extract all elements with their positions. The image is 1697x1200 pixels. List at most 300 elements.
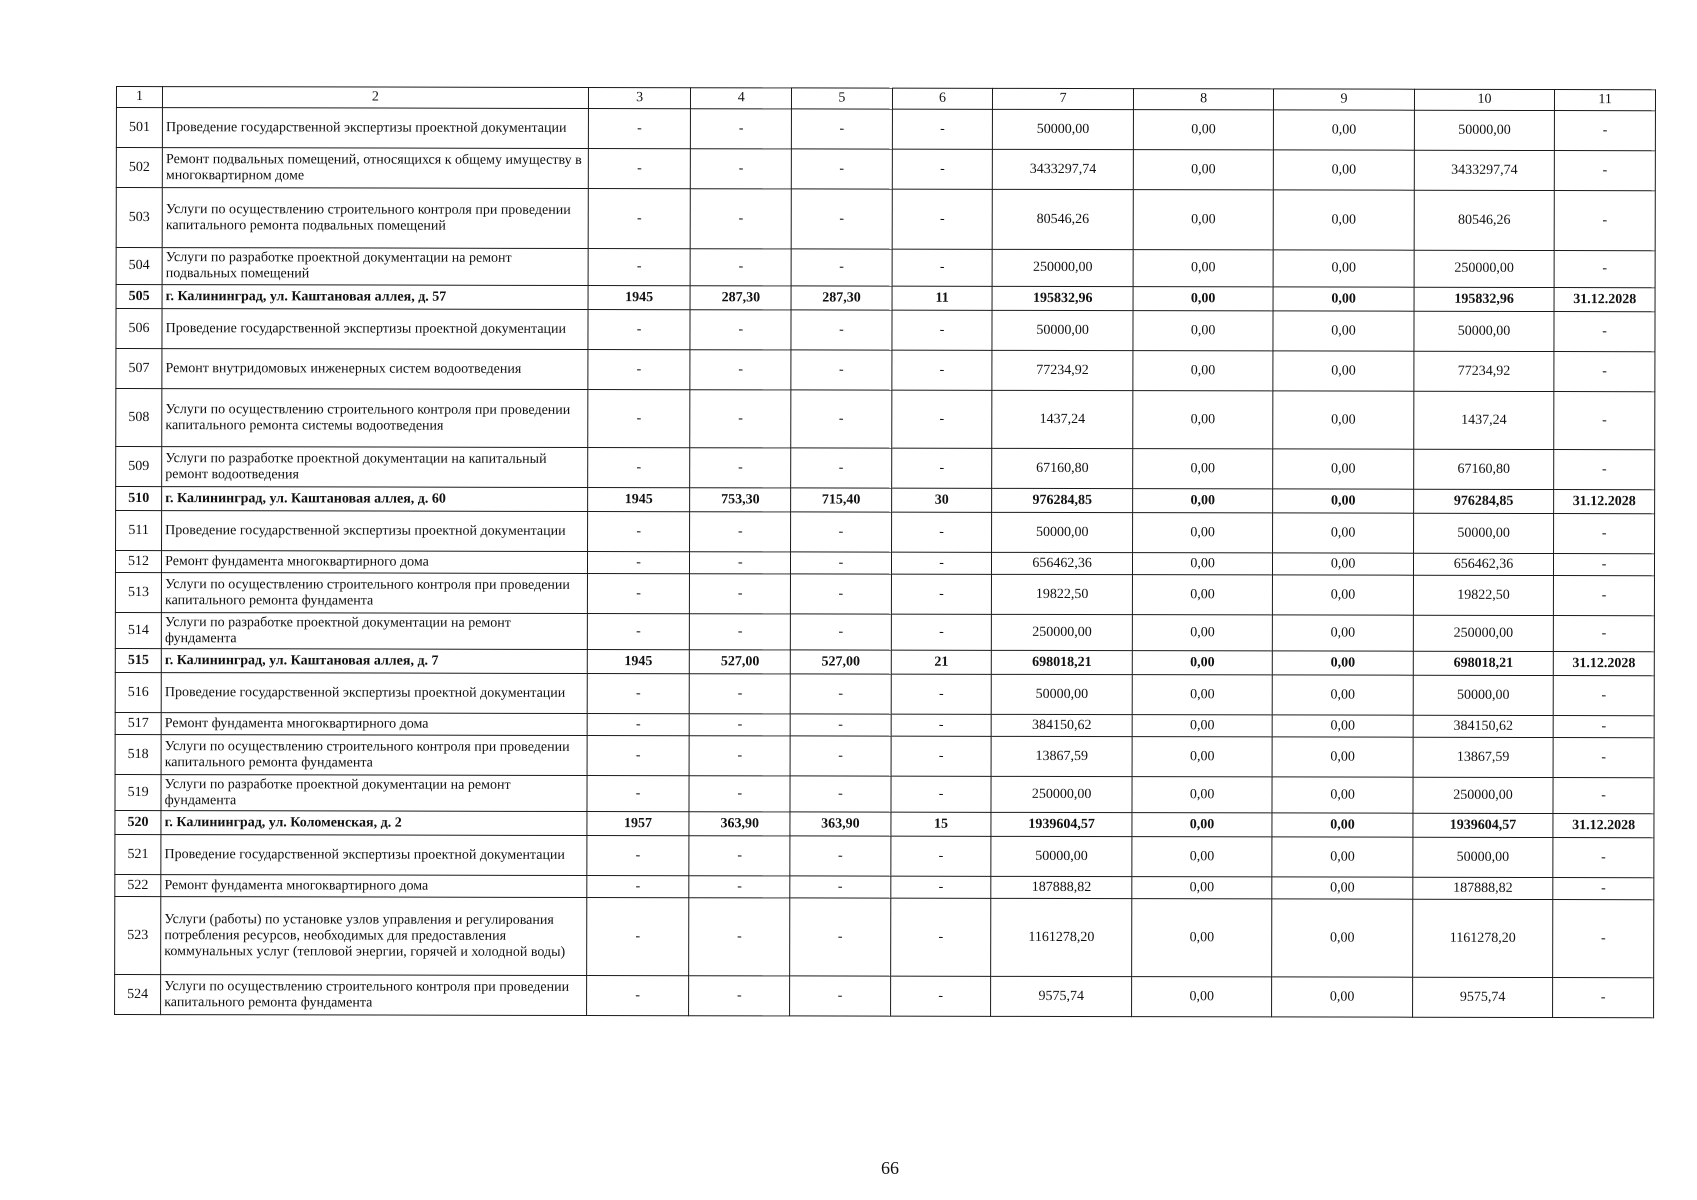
row-number-cell: 511 (116, 511, 162, 551)
row-number-cell: 520 (115, 810, 161, 834)
living-area-cell: - (790, 614, 891, 650)
total-area-cell: - (690, 736, 791, 776)
deadline-cell: - (1554, 576, 1655, 616)
budget-cost-cell: 0,00 (1273, 287, 1414, 311)
fund-cost-cell: 0,00 (1132, 813, 1273, 837)
deadline-cell: - (1553, 878, 1654, 900)
year-cell: - (587, 613, 690, 649)
total-area-cell: - (691, 249, 792, 286)
year-cell: - (587, 573, 690, 613)
total-area-cell: - (689, 898, 790, 976)
total-area-cell: 287,30 (691, 286, 792, 310)
table-row (115, 573, 1654, 616)
row-number-cell: 506 (116, 309, 162, 349)
row-number-cell: 518 (115, 734, 161, 774)
year-cell: - (587, 511, 690, 551)
fund-cost-cell: 0,00 (1133, 250, 1274, 287)
living-area-cell: - (790, 674, 891, 714)
work-description-cell: Ремонт подвальных помещений, относящихся к общему имуществу в многоквартирном доме (162, 148, 588, 189)
fund-cost-cell: 0,00 (1133, 110, 1274, 150)
deadline-cell: - (1554, 251, 1655, 288)
fund-cost-cell: 0,00 (1133, 287, 1274, 311)
deadline-cell: 31.12.2028 (1554, 288, 1655, 312)
total-cost-cell: 195832,96 (992, 286, 1133, 310)
table-row (115, 551, 1654, 576)
total-cost-cell: 1161278,20 (991, 898, 1132, 976)
living-area-cell: 287,30 (791, 286, 892, 310)
fund-cost-cell: 0,00 (1132, 651, 1273, 675)
table-body (115, 108, 1656, 1018)
work-description-cell: Услуги по осуществлению строительного контроля при проведении капитального ремонта системы водоотведения (162, 389, 588, 448)
living-area-cell: - (791, 552, 892, 574)
residents-cell: 21 (891, 650, 992, 674)
deadline-cell: 31.12.2028 (1554, 652, 1655, 676)
header-cell: 7 (993, 88, 1134, 109)
owner-cost-cell: 187888,82 (1413, 877, 1554, 899)
residents-cell: - (892, 149, 993, 189)
year-cell: - (587, 775, 690, 811)
table-row (115, 734, 1654, 777)
fund-cost-cell: 0,00 (1132, 715, 1273, 737)
header-cell: 6 (892, 88, 993, 109)
living-area-cell: - (791, 350, 892, 390)
total-area-cell: - (689, 976, 790, 1016)
budget-cost-cell: 0,00 (1272, 777, 1413, 813)
work-description-cell: г. Калининград, ул. Коломенская, д. 2 (161, 811, 587, 836)
residents-cell: 15 (891, 812, 992, 836)
living-area-cell: - (791, 310, 892, 350)
budget-cost-cell: 0,00 (1274, 190, 1415, 250)
total-cost-cell: 1437,24 (992, 390, 1133, 448)
row-number-cell: 512 (115, 551, 161, 573)
fund-cost-cell: 0,00 (1132, 675, 1273, 715)
total-cost-cell: 250000,00 (991, 776, 1132, 812)
owner-cost-cell: 9575,74 (1412, 977, 1553, 1017)
residents-cell: - (890, 898, 991, 976)
table-row (116, 389, 1655, 450)
owner-cost-cell: 67160,80 (1413, 449, 1554, 489)
year-cell: - (588, 309, 691, 349)
row-number-cell: 524 (115, 974, 161, 1014)
living-area-cell: 363,90 (790, 812, 891, 836)
work-description-cell: Ремонт фундамента многоквартирного дома (162, 551, 588, 574)
table-row (116, 188, 1655, 251)
budget-cost-cell: 0,00 (1274, 150, 1415, 190)
owner-cost-cell: 19822,50 (1413, 575, 1554, 615)
header-cell: 11 (1555, 90, 1656, 111)
row-number-cell: 507 (116, 349, 162, 389)
total-cost-cell: 3433297,74 (993, 149, 1134, 189)
total-cost-cell: 50000,00 (991, 836, 1132, 876)
header-cell: 10 (1414, 89, 1555, 110)
row-number-cell: 516 (115, 672, 161, 712)
budget-cost-cell: 0,00 (1273, 449, 1414, 489)
work-description-cell: Услуги по осуществлению строительного контроля при проведении капитального ремонта фундамента (161, 735, 587, 776)
residents-cell: - (891, 674, 992, 714)
living-area-cell: - (791, 448, 892, 488)
deadline-cell: - (1553, 900, 1654, 978)
total-area-cell: - (690, 574, 791, 614)
table-row (116, 447, 1655, 490)
residents-cell: - (892, 189, 993, 249)
work-description-cell: г. Калининград, ул. Каштановая аллея, д. 60 (162, 487, 588, 512)
table-row (115, 874, 1654, 899)
row-number-cell: 504 (116, 248, 162, 285)
budget-cost-cell: 0,00 (1272, 737, 1413, 777)
residents-cell: - (892, 390, 993, 448)
table-row (116, 511, 1655, 554)
year-cell: - (588, 188, 691, 248)
total-area-cell: - (690, 310, 791, 350)
deadline-cell: - (1554, 450, 1655, 490)
budget-cost-cell: 0,00 (1273, 311, 1414, 351)
total-area-cell: - (690, 350, 791, 390)
year-cell: 1957 (587, 811, 690, 835)
deadline-cell: - (1553, 676, 1654, 716)
owner-cost-cell: 77234,92 (1414, 351, 1555, 391)
total-cost-cell: 50000,00 (992, 310, 1133, 350)
residents-cell: - (891, 552, 992, 574)
budget-cost-cell: 0,00 (1272, 977, 1413, 1017)
deadline-cell: - (1553, 778, 1654, 814)
deadline-cell: - (1553, 838, 1654, 878)
row-number-cell: 509 (116, 447, 162, 487)
row-number-cell: 501 (116, 108, 162, 148)
address-row (115, 648, 1654, 675)
header-cell: 8 (1133, 89, 1274, 110)
fund-cost-cell: 0,00 (1133, 351, 1274, 391)
budget-cost-cell: 0,00 (1273, 675, 1414, 715)
total-cost-cell: 187888,82 (991, 876, 1132, 898)
total-area-cell: - (690, 448, 791, 488)
year-cell: - (587, 835, 690, 875)
address-row (116, 487, 1655, 514)
budget-cost-cell: 0,00 (1273, 553, 1414, 575)
residents-cell: - (891, 448, 992, 488)
work-description-cell: Услуги (работы) по установке узлов управления и регулирования потребления ресурсов, необходимых для предоставления коммунальных услуг (тепловой энергии, горячей и холодной воды) (161, 897, 587, 976)
row-number-cell: 517 (115, 712, 161, 734)
owner-cost-cell: 50000,00 (1413, 837, 1554, 877)
total-area-cell: - (689, 776, 790, 812)
fund-cost-cell: 0,00 (1132, 489, 1273, 513)
total-area-cell: - (690, 714, 791, 736)
total-area-cell: - (690, 674, 791, 714)
header-cell: 9 (1274, 89, 1415, 110)
table-row (115, 974, 1654, 1017)
total-cost-cell: 250000,00 (992, 249, 1133, 286)
total-area-cell: - (691, 109, 792, 149)
year-cell: 1945 (588, 285, 691, 309)
work-description-cell: Услуги по разработке проектной документации на ремонт подвальных помещений (162, 248, 588, 286)
row-number-cell: 508 (116, 389, 162, 447)
work-description-cell: г. Калининград, ул. Каштановая аллея, д. 7 (161, 649, 587, 674)
owner-cost-cell: 50000,00 (1414, 311, 1555, 351)
deadline-cell: - (1554, 554, 1655, 576)
residents-cell: 30 (891, 488, 992, 512)
budget-cost-cell: 0,00 (1273, 575, 1414, 615)
fund-cost-cell: 0,00 (1132, 837, 1273, 877)
living-area-cell: - (790, 898, 891, 976)
total-area-cell: 363,90 (689, 812, 790, 836)
table-row (115, 774, 1654, 813)
residents-cell: - (891, 512, 992, 552)
owner-cost-cell: 698018,21 (1413, 651, 1554, 675)
row-number-cell: 519 (115, 774, 161, 810)
deadline-cell: - (1553, 716, 1654, 738)
header-cell: 5 (792, 88, 893, 109)
table-row (115, 612, 1654, 651)
owner-cost-cell: 384150,62 (1413, 715, 1554, 737)
year-cell: - (587, 713, 690, 735)
residents-cell: - (891, 714, 992, 736)
year-cell: - (588, 148, 691, 188)
work-description-cell: Услуги по разработке проектной документации на ремонт фундамента (161, 613, 587, 650)
owner-cost-cell: 50000,00 (1413, 513, 1554, 553)
year-cell: - (587, 551, 690, 573)
deadline-cell: - (1553, 978, 1654, 1018)
work-description-cell: Проведение государственной экспертизы проектной документации (161, 835, 587, 876)
residents-cell: - (892, 249, 993, 286)
fund-cost-cell: 0,00 (1133, 449, 1274, 489)
residents-cell: - (891, 574, 992, 614)
total-cost-cell: 250000,00 (992, 614, 1133, 650)
residents-cell: - (890, 976, 991, 1016)
residents-cell: - (891, 876, 992, 898)
deadline-cell: - (1554, 514, 1655, 554)
budget-cost-cell: 0,00 (1273, 250, 1414, 287)
work-description-cell: Услуги по разработке проектной документации на ремонт фундамента (161, 775, 587, 812)
residents-cell: - (892, 310, 993, 350)
total-cost-cell: 50000,00 (992, 512, 1133, 552)
deadline-cell: 31.12.2028 (1553, 814, 1654, 838)
header-cell: 1 (116, 87, 162, 108)
year-cell: - (588, 108, 691, 148)
total-area-cell: 753,30 (690, 488, 791, 512)
total-cost-cell: 698018,21 (992, 650, 1133, 674)
budget-cost-cell: 0,00 (1273, 489, 1414, 513)
residents-cell: - (891, 836, 992, 876)
living-area-cell: - (791, 109, 892, 149)
work-description-cell: Услуги по осуществлению строительного контроля при проведении капитального ремонта фундамента (162, 573, 588, 614)
residents-cell: - (891, 736, 992, 776)
budget-cost-cell: 0,00 (1272, 813, 1413, 837)
row-number-cell: 513 (115, 573, 161, 613)
budget-cost-cell: 0,00 (1272, 899, 1413, 977)
table-row (116, 248, 1655, 288)
table-row (115, 896, 1654, 977)
total-cost-cell: 384150,62 (992, 714, 1133, 736)
year-cell: 1945 (587, 487, 690, 511)
budget-cost-cell: 0,00 (1272, 877, 1413, 899)
year-cell: - (586, 897, 689, 975)
row-number-cell: 514 (115, 612, 161, 648)
row-number-cell: 503 (116, 188, 162, 248)
total-area-cell: - (690, 390, 791, 448)
owner-cost-cell: 195832,96 (1414, 287, 1555, 311)
table-row (115, 712, 1654, 737)
year-cell: - (586, 975, 689, 1015)
fund-cost-cell: 0,00 (1132, 575, 1273, 615)
work-description-cell: Проведение государственной экспертизы проектной документации (162, 108, 588, 149)
budget-cost-cell: 0,00 (1273, 651, 1414, 675)
living-area-cell: - (790, 736, 891, 776)
work-description-cell: г. Калининград, ул. Каштановая аллея, д. 57 (162, 285, 588, 310)
row-number-cell: 523 (115, 896, 161, 974)
table-row (116, 148, 1655, 191)
work-description-cell: Услуги по осуществлению строительного контроля при проведении капитального ремонта подвальных помещений (162, 188, 588, 249)
fund-cost-cell: 0,00 (1133, 391, 1274, 449)
living-area-cell: - (790, 836, 891, 876)
work-description-cell: Проведение государственной экспертизы проектной документации (162, 309, 588, 350)
living-area-cell: 527,00 (790, 650, 891, 674)
living-area-cell: - (791, 189, 892, 249)
living-area-cell: 715,40 (791, 488, 892, 512)
residents-cell: - (892, 350, 993, 390)
row-number-cell: 515 (115, 648, 161, 672)
owner-cost-cell: 3433297,74 (1414, 150, 1555, 190)
owner-cost-cell: 1161278,20 (1412, 899, 1553, 977)
budget-cost-cell: 0,00 (1274, 110, 1415, 150)
fund-cost-cell: 0,00 (1132, 737, 1273, 777)
table-row (115, 834, 1654, 877)
owner-cost-cell: 80546,26 (1414, 190, 1555, 250)
deadline-cell: - (1554, 616, 1655, 652)
row-number-cell: 502 (116, 148, 162, 188)
owner-cost-cell: 1437,24 (1414, 391, 1555, 449)
deadline-cell: - (1553, 738, 1654, 778)
total-cost-cell: 656462,36 (992, 552, 1133, 574)
living-area-cell: - (790, 876, 891, 898)
header-cell: 4 (691, 88, 792, 109)
owner-cost-cell: 250000,00 (1413, 615, 1554, 651)
table-row (116, 309, 1655, 352)
fund-cost-cell: 0,00 (1132, 553, 1273, 575)
total-cost-cell: 50000,00 (992, 674, 1133, 714)
work-description-cell: Ремонт фундамента многоквартирного дома (161, 875, 587, 898)
fund-cost-cell: 0,00 (1132, 877, 1273, 899)
year-cell: 1945 (587, 649, 690, 673)
work-description-cell: Ремонт фундамента многоквартирного дома (161, 713, 587, 736)
year-cell: - (588, 349, 691, 389)
total-cost-cell: 50000,00 (993, 109, 1134, 149)
year-cell: - (587, 673, 690, 713)
owner-cost-cell: 50000,00 (1414, 110, 1555, 150)
header-cell: 3 (588, 87, 691, 108)
fund-cost-cell: 0,00 (1132, 899, 1273, 977)
owner-cost-cell: 1939604,57 (1413, 813, 1554, 837)
living-area-cell: - (791, 149, 892, 189)
table-row (115, 672, 1654, 715)
work-description-cell: Проведение государственной экспертизы проектной документации (161, 673, 587, 714)
residents-cell: - (892, 109, 993, 149)
deadline-cell: 31.12.2028 (1554, 490, 1655, 514)
residents-cell: 11 (892, 286, 993, 310)
row-number-cell: 522 (115, 874, 161, 896)
living-area-cell: - (791, 390, 892, 448)
total-cost-cell: 67160,80 (992, 448, 1133, 488)
fund-cost-cell: 0,00 (1132, 513, 1273, 553)
row-number-cell: 505 (116, 285, 162, 309)
works-table (114, 86, 1656, 1018)
year-cell: - (587, 447, 690, 487)
living-area-cell: - (790, 776, 891, 812)
fund-cost-cell: 0,00 (1132, 777, 1273, 813)
header-cell: 2 (163, 87, 589, 109)
living-area-cell: - (791, 512, 892, 552)
year-cell: - (587, 875, 690, 897)
total-cost-cell: 80546,26 (993, 189, 1134, 249)
fund-cost-cell: 0,00 (1133, 311, 1274, 351)
residents-cell: - (891, 614, 992, 650)
work-description-cell: Услуги по осуществлению строительного контроля при проведении капитального ремонта фундамента (161, 975, 587, 1016)
living-area-cell: - (790, 976, 891, 1016)
table-row (116, 108, 1655, 151)
total-cost-cell: 976284,85 (992, 488, 1133, 512)
deadline-cell: - (1554, 392, 1655, 450)
deadline-cell: - (1554, 352, 1655, 392)
deadline-cell: - (1554, 312, 1655, 352)
table-row (116, 349, 1655, 392)
address-row (116, 285, 1655, 312)
fund-cost-cell: 0,00 (1132, 615, 1273, 651)
year-cell: - (588, 248, 691, 285)
row-number-cell: 521 (115, 834, 161, 874)
total-cost-cell: 13867,59 (991, 736, 1132, 776)
total-area-cell: - (691, 189, 792, 249)
year-cell: - (587, 389, 690, 447)
owner-cost-cell: 250000,00 (1414, 250, 1555, 287)
page-number: 66 (881, 1158, 899, 1178)
total-cost-cell: 9575,74 (991, 976, 1132, 1016)
year-cell: - (587, 735, 690, 775)
deadline-cell: - (1554, 191, 1655, 251)
budget-cost-cell: 0,00 (1273, 513, 1414, 553)
total-area-cell: - (690, 552, 791, 574)
owner-cost-cell: 656462,36 (1413, 553, 1554, 575)
row-number-cell: 510 (116, 487, 162, 511)
total-area-cell: - (689, 876, 790, 898)
fund-cost-cell: 0,00 (1131, 977, 1272, 1017)
total-area-cell: - (689, 836, 790, 876)
fund-cost-cell: 0,00 (1133, 190, 1274, 250)
budget-cost-cell: 0,00 (1273, 351, 1414, 391)
work-description-cell: Услуги по разработке проектной документации на капитальный ремонт водоотведения (162, 447, 588, 488)
total-cost-cell: 19822,50 (992, 574, 1133, 614)
fund-cost-cell: 0,00 (1133, 150, 1274, 190)
living-area-cell: - (791, 574, 892, 614)
total-area-cell: - (690, 614, 791, 650)
owner-cost-cell: 250000,00 (1413, 777, 1554, 813)
residents-cell: - (891, 776, 992, 812)
total-area-cell: - (690, 512, 791, 552)
deadline-cell: - (1555, 151, 1656, 191)
total-area-cell: - (691, 149, 792, 189)
budget-cost-cell: 0,00 (1272, 715, 1413, 737)
total-area-cell: 527,00 (690, 650, 791, 674)
owner-cost-cell: 13867,59 (1413, 737, 1554, 777)
total-cost-cell: 1939604,57 (991, 812, 1132, 836)
budget-cost-cell: 0,00 (1272, 837, 1413, 877)
work-description-cell: Проведение государственной экспертизы проектной документации (162, 511, 588, 552)
deadline-cell: - (1555, 111, 1656, 151)
budget-cost-cell: 0,00 (1273, 615, 1414, 651)
living-area-cell: - (790, 714, 891, 736)
owner-cost-cell: 50000,00 (1413, 675, 1554, 715)
address-row (115, 810, 1654, 837)
owner-cost-cell: 976284,85 (1413, 489, 1554, 513)
total-cost-cell: 77234,92 (992, 350, 1133, 390)
work-description-cell: Ремонт внутридомовых инженерных систем водоотведения (162, 349, 588, 390)
